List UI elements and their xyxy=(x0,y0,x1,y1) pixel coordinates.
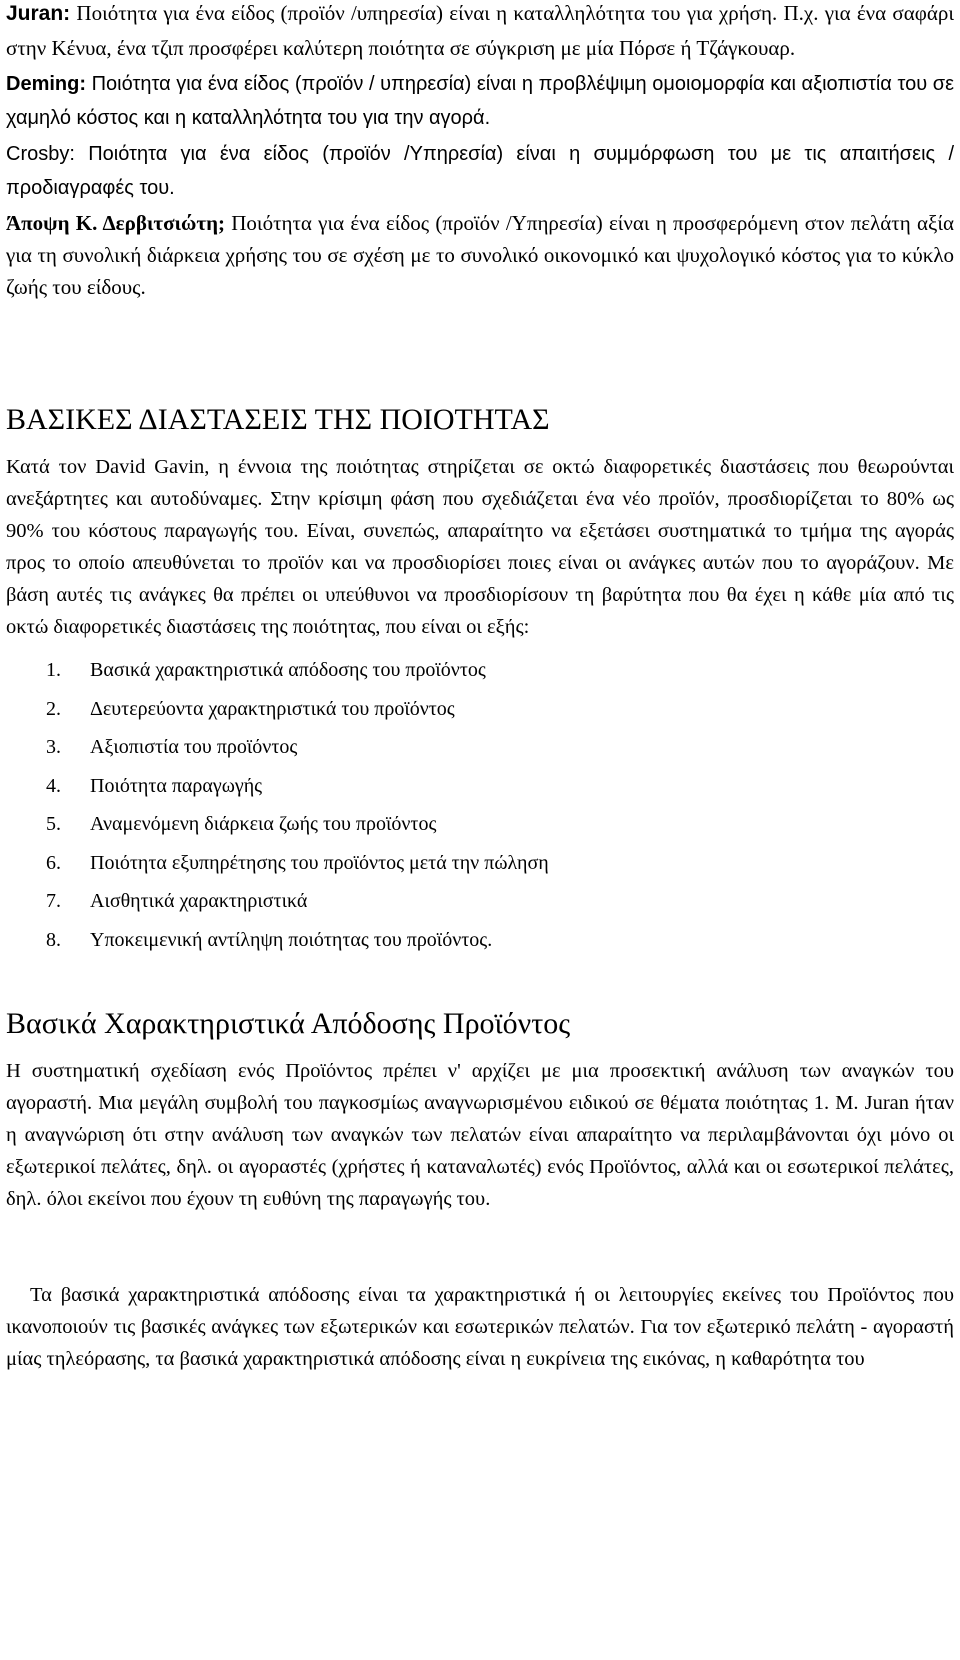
deming-label: Deming: xyxy=(6,73,86,95)
deming-text: Ποιότητα για ένα είδος (προϊόν / υπηρεσία) είναι η προβλέψιμη ομοιομορφία και αξιοπιστία του σε χαμηλό κόστος και η καταλληλότητα του για την αγορά. xyxy=(6,73,954,129)
deming-definition xyxy=(6,67,954,135)
section-title-performance: Βασικά Χαρακτηριστικά Απόδοσης Προϊόντος xyxy=(6,1007,571,1040)
dervitsiotis-definition xyxy=(6,207,954,303)
performance-paragraph-1: Η συστηματική σχεδίαση ενός Προϊόντος πρέπει ν' αρχίζει με μια προσεκτική ανάλυση των αναγκών του αγοραστή. Μια μεγάλη συμβολή του παγκοσμίως αναγνωρισμένου ειδικού σε θέματα ποιότητας 1. Μ. Juran ήταν η αναγνώριση ότι στην ανάλυση των αναγκών των πελατών είναι απαραίτητο να περιλαμβάνονται όχι μόνο οι εξωτερικοί πελάτες, δηλ. οι αγοραστές (χρήστες ή καταναλωτές) ενός Προϊόντος, αλλά και οι εσωτερικοί πελάτες, δηλ. όλοι εκείνοι που έχουν τη ευθύνη της παραγωγής του. xyxy=(6,1060,954,1210)
dimensions-list xyxy=(6,651,954,959)
section-title-dimensions: ΒΑΣΙΚΕΣ ΔΙΑΣΤΑΣΕΙΣ ΤΗΣ ΠΟΙΟΤΗΤΑΣ xyxy=(6,403,550,436)
dervitsiotis-label: Άποψη Κ. Δερβιτσιώτη; xyxy=(6,211,225,235)
list-item: 3. Αξιοπιστία του προϊόντος xyxy=(46,736,298,758)
dimensions-paragraph: Κατά τον David Gavin, η έννοια της ποιότητας στηρίζεται σε οκτώ διαφορετικές διαστάσεις που θεωρούνται ανεξάρτητες και αυτοδύναμες. Στην κρίσιμη φάση που σχεδιάζεται ένα νέο προϊόν, προσδιορίζεται το 80% ως 90% του κόστους παραγωγής του. Είναι, συνεπώς, απαραίτητο να εξετάσει συστηματικά το τμήμα της αγοράς προς το οποίο απευθύνεται το προϊόν και να προσδιορίσει ποιες είναι οι ανάγκες αυτών που το αγοράζουν. Με βάση αυτές τις ανάγκες θα πρέπει οι υπεύθυνοι να προσδιορίσουν τη βαρύτητα που θα έχει η κάθε μία από τις οκτώ διαφορετικές διαστάσεις της ποιότητας, που είναι οι εξής: xyxy=(6,456,954,638)
list-item: 8. Υποκειμενική αντίληψη ποιότητας του προϊόντος. xyxy=(46,928,493,951)
performance-paragraph-2: Τα βασικά χαρακτηριστικά απόδοσης είναι τα χαρακτηριστικά ή οι λειτουργίες εκείνες του Προϊόντος που ικανοποιούν τις βασικές ανάγκες των εξωτερικών και εσωτερικών πελατών. Για τον εξωτερικό πελάτη - αγοραστή μίας τηλεόρασης, τα βασικά χαρακτηριστικά απόδοσης είναι η ευκρίνεια της εικόνας, η καθαρότητα του xyxy=(6,1284,954,1370)
juran-label: Juran: xyxy=(6,2,71,25)
juran-definition xyxy=(6,0,954,65)
list-item: 6. Ποιότητα εξυπηρέτησης του προϊόντος μετά την πώληση xyxy=(46,851,549,874)
dervitsiotis-text: Ποιότητα για ένα είδος (προϊόν /Υπηρεσία) είναι η προσφερόμενη στον πελάτη αξία για τη συνολική διάρκεια χρήσης του σε σχέση με το συνολικό οικονομικό και ψυχολογικό κόστος για το κύκλο ζωής του είδους. xyxy=(6,211,954,299)
list-item: 1. Βασικά χαρακτηριστικά απόδοσης του προϊόντος xyxy=(46,659,486,681)
juran-text: Ποιότητα για ένα είδος (προϊόν /υπηρεσία) είναι η καταλληλότητα του για χρήση. Π.χ. για ένα σαφάρι στην Κένυα, ένα τζιπ προσφέρει καλύτερη ποιότητα σε σύγκριση με μία Πόρσε ή Τζάγκουαρ. xyxy=(6,1,954,60)
list-item: 4. Ποιότητα παραγωγής xyxy=(46,774,263,797)
crosby-definition: Crosby: Ποιότητα για ένα είδος (προϊόν /Υπηρεσία) είναι η συμμόρφωση του με τις απαιτήσεις / προδιαγραφές του. xyxy=(6,143,954,199)
document-page xyxy=(6,0,954,1375)
list-item: 7. Αισθητικά χαρακτηριστικά xyxy=(46,890,308,912)
list-item: 5. Αναμενόμενη διάρκεια ζωής του προϊόντος xyxy=(46,813,437,835)
list-item: 2. Δευτερεύοντα χαρακτηριστικά του προϊόντος xyxy=(46,697,455,720)
